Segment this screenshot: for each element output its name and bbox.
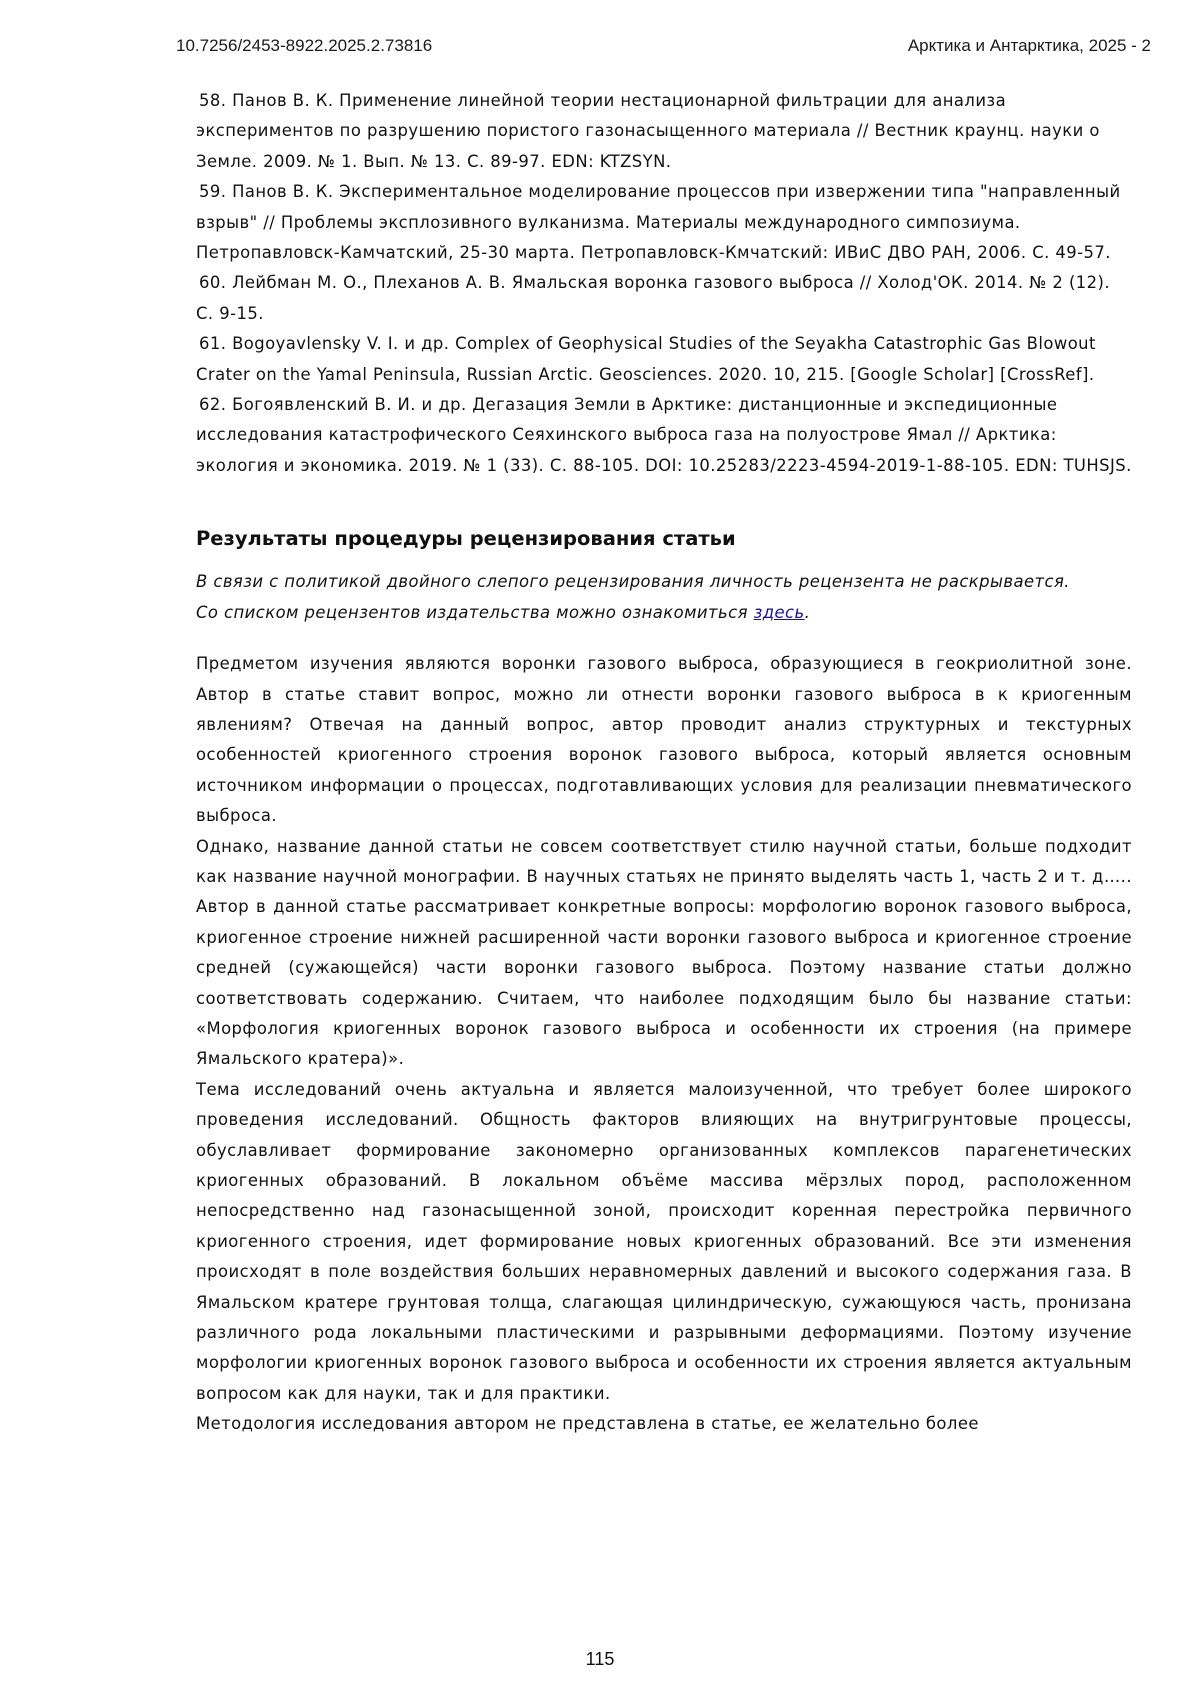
reviewers-list-link[interactable]: здесь — [753, 602, 805, 622]
review-paragraph: Предметом изучения являются воронки газового выброса, образующиеся в геокриолитной зоне. Автор в статье ставит вопрос, можно ли отнести воронки газового выброса в к криогенным явлениям? Отвечая на данный вопрос, автор проводит анализ структурных и текстурных особенностей криогенного строения воронок газового выброса, который является основным источником информации о процессах, подготавливающих условия для реализации пневматического выброса. — [196, 654, 1132, 826]
reference-list — [196, 86, 1132, 481]
reference-item: 61. Bogoyavlensky V. I. и др. Complex of Geophysical Studies of the Seyakha Catastrophic Gas Blowout Crater on the Yamal Peninsula, Russian Arctic. Geosciences. 2020. 10, 215. [Google Scholar] [CrossRef]. — [196, 334, 1096, 384]
reviewers-note-end: . — [804, 602, 811, 622]
reference-item: 60. Лейбман М. О., Плеханов А. В. Ямальская воронка газового выброса // Холод'ОК. 2014. № 2 (12). С. 9-15. — [196, 273, 1111, 323]
blind-review-note: В связи с политикой двойного слепого рецензирования личность рецензента не раскрывается. — [196, 572, 1070, 592]
review-note — [196, 567, 1132, 628]
review-section-title: Результаты процедуры рецензирования статьи — [196, 527, 736, 551]
journal-header: Арктика и Антарктика, 2025 - 2 — [907, 36, 1151, 55]
review-paragraph: Однако, название данной статьи не совсем соответствует стилю научной статьи, больше подходит как название научной монографии. В научных статьях не принято выделять часть 1, часть 2 и т. д….. Автор в данной статье рассматривает конкретные вопросы: морфологию воронок газового выброса, криогенное строение нижней расширенной части воронки газового выброса и криогенное строение средней (сужающейся) части воронки газового выброса. Поэтому название статьи должно соответствовать содержанию. Считаем, что наиболее подходящим было бы название статьи: «Морфология криогенных воронок газового выброса и особенности их строения (на примере Ямальского кратера)». — [196, 836, 1132, 1069]
reference-item: 62. Богоявленский В. И. и др. Дегазация Земли в Арктике: дистанционные и экспедиционные исследования катастрофического Сеяхинского выброса газа на полуострове Ямал // Арктика: экология и экономика. 2019. № 1 (33). С. 88-105. DOI: 10.25283/2223-4594-2019-1-88-105. EDN: TUHSJS. — [196, 395, 1132, 475]
page-number: 115 — [585, 1649, 615, 1669]
review-body — [196, 649, 1132, 1440]
doi-header: 10.7256/2453-8922.2025.2.73816 — [176, 36, 433, 55]
reference-item: 58. Панов В. К. Применение линейной теории нестационарной фильтрации для анализа экспериментов по разрушению пористого газонасыщенного материала // Вестник краунц. науки о Земле. 2009. № 1. Вып. № 13. С. 89-97. EDN: KTZSYN. — [196, 91, 1100, 171]
review-paragraph: Методология исследования автором не представлена в статье, ее желательно более — [196, 1414, 979, 1434]
reference-item: 59. Панов В. К. Экспериментальное моделирование процессов при извержении типа "направленный взрыв" // Проблемы эксплозивного вулканизма. Материалы международного симпозиума. Петропавловск-Камчатский, 25-30 марта. Петропавловск-Кмчатский: ИВиС ДВО РАН, 2006. С. 49-57. — [196, 182, 1121, 263]
review-paragraph: Тема исследований очень актуальна и является малоизученной, что требует более широкого проведения исследований. Общность факторов влияющих на внутригрунтовые процессы, обуславливает формирование закономерно организованных комплексов парагенетических криогенных образований. В локальном объёме массива мёрзлых пород, расположенном непосредственно над газонасыщенной зоной, происходит коренная перестройка первичного криогенного строения, идет формирование новых криогенных образований. Все эти изменения происходят в поле воздействия больших неравномерных давлений и высокого содержания газа. В Ямальском кратере грунтовая толща, слагающая цилиндрическую, сужающуюся часть, пронизана различного рода локальными пластическими и разрывными деформациями. Поэтому изучение морфологии криогенных воронок газового выброса и особенности их строения является актуальным вопросом как для науки, так и для практики. — [196, 1079, 1132, 1403]
reviewers-note-text: Со списком рецензентов издательства можно ознакомиться — [196, 602, 754, 622]
page-content — [196, 86, 1132, 1440]
reviewers-list-note — [196, 598, 1132, 628]
